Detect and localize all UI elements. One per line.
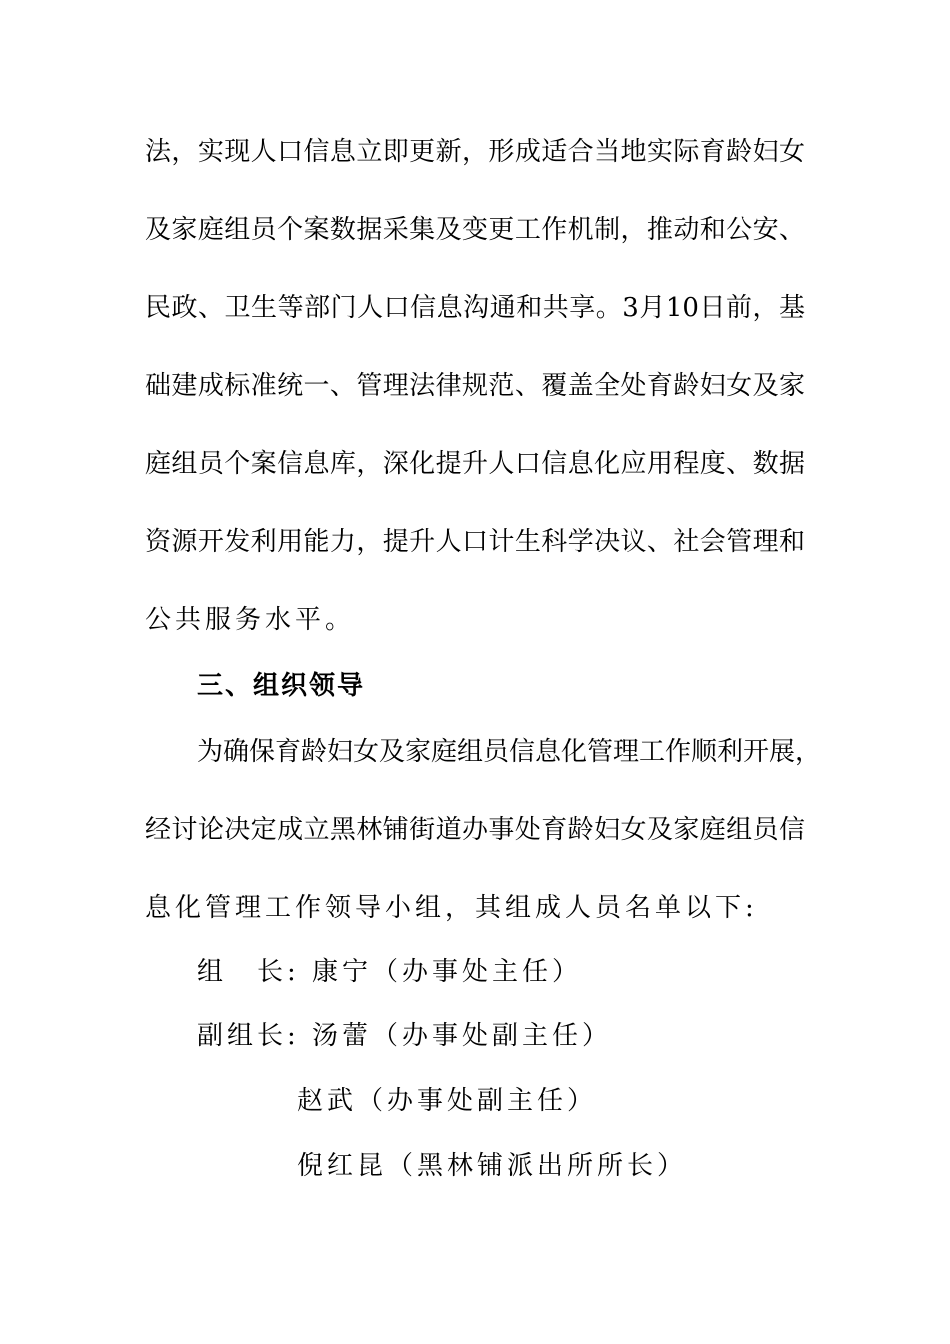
paragraph2-line-3: 息化管理工作领导小组，其组成人员名单以下:	[145, 893, 758, 923]
paragraph1-line-7: 公共服务水平。	[145, 605, 356, 635]
member-deputy-2: 赵武（办事处副主任）	[297, 1086, 598, 1116]
paragraph2-line-1: 为确保育龄妇女及家庭组员信息化管理工作顺利开展，	[197, 737, 822, 767]
paragraph1-line-3: 民政、卫生等部门人口信息沟通和共享。3月10日前，基	[145, 293, 805, 323]
member-deputy-1: 副组长: 汤蕾（办事处副主任）	[197, 1021, 613, 1051]
section-heading: 三、组织领导	[197, 671, 366, 701]
paragraph1-line-2: 及家庭组员个案数据采集及变更工作机制，推动和公安、	[145, 215, 805, 245]
paragraph1-line-6: 资源开发利用能力，提升人口计生科学决议、社会管理和	[145, 527, 805, 557]
paragraph1-line-1: 法，实现人口信息立即更新，形成适合当地实际育龄妇女	[145, 137, 805, 167]
member-leader: 组 长: 康宁（办事处主任）	[197, 957, 583, 987]
paragraph2-line-2: 经讨论决定成立黑林铺街道办事处育龄妇女及家庭组员信	[145, 815, 805, 845]
paragraph1-line-4: 础建成标准统一、管理法律规范、覆盖全处育龄妇女及家	[145, 371, 805, 401]
member-deputy-3: 倪红昆（黑林铺派出所所长）	[297, 1151, 688, 1181]
paragraph1-line-5: 庭组员个案信息库，深化提升人口信息化应用程度、数据	[145, 449, 805, 479]
